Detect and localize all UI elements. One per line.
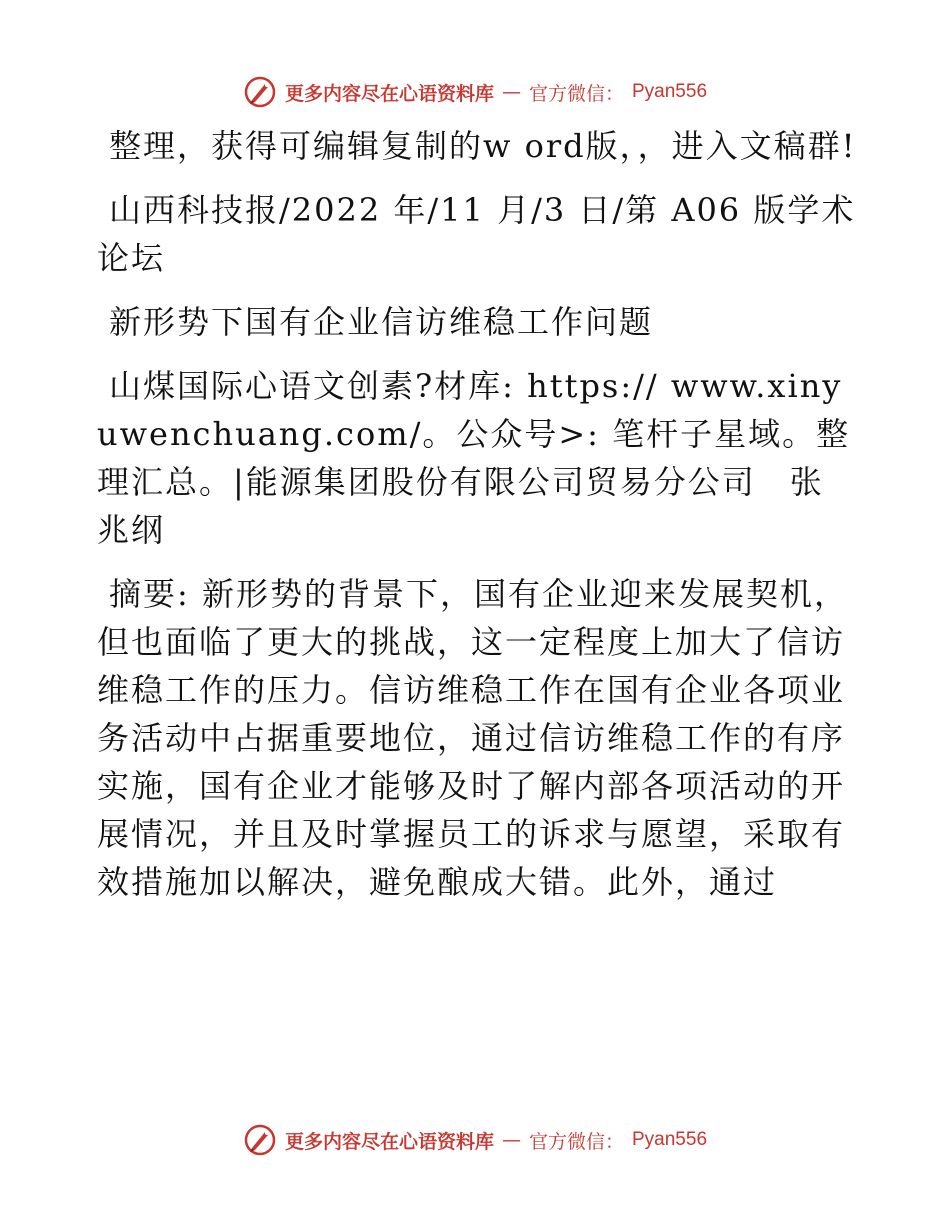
banner-wechat-id: Pyan556 [632,81,708,102]
banner-wechat-id: Pyan556 [632,1129,708,1150]
banner-text: 更多内容尽在心语资料库 [284,82,494,105]
banner-separator: — [501,81,521,103]
intro-paragraph: 整理，获得可编辑复制的w ord版，，进入文稿群! [109,127,857,165]
banner-wechat-label: 官方微信： [528,1130,624,1153]
footer-banner [0,1120,950,1160]
banner-wechat-label: 官方微信： [528,82,624,105]
banner-text: 更多内容尽在心语资料库 [284,1130,494,1153]
document-body [97,122,857,922]
banner-separator: — [501,1129,521,1151]
source-paragraph: 山煤国际心语文创素?材库: https:// www.xinyuwenchuang.com/。公众号>: 笔杆子星域。整理汇总。|能源集团股份有限公司贸易分公司 张兆纲 [97,367,851,549]
publication-info: 山西科技报/2022 年/11 月/3 日/第 A06 版学术论坛 [97,191,856,277]
quill-pen-logo-icon [243,1123,277,1157]
abstract-paragraph: 摘要: 新形势的背景下，国有企业迎来发展契机，但也面临了更大的挑战，这一定程度上加大了信访维稳工作的压力。信访维稳工作在国有企业各项业务活动中占据重要地位，通过信访维稳工作的有序实施，国有企业才能够及时了解内部各项活动的开展情况，并且及时掌握员工的诉求与愿望，采取有效措施加以解决，避免酿成大错。此外，通过 [97,575,848,901]
header-banner [0,72,950,112]
quill-pen-logo-icon [243,75,277,109]
article-title: 新形势下国有企业信访维稳工作问题 [109,303,654,341]
